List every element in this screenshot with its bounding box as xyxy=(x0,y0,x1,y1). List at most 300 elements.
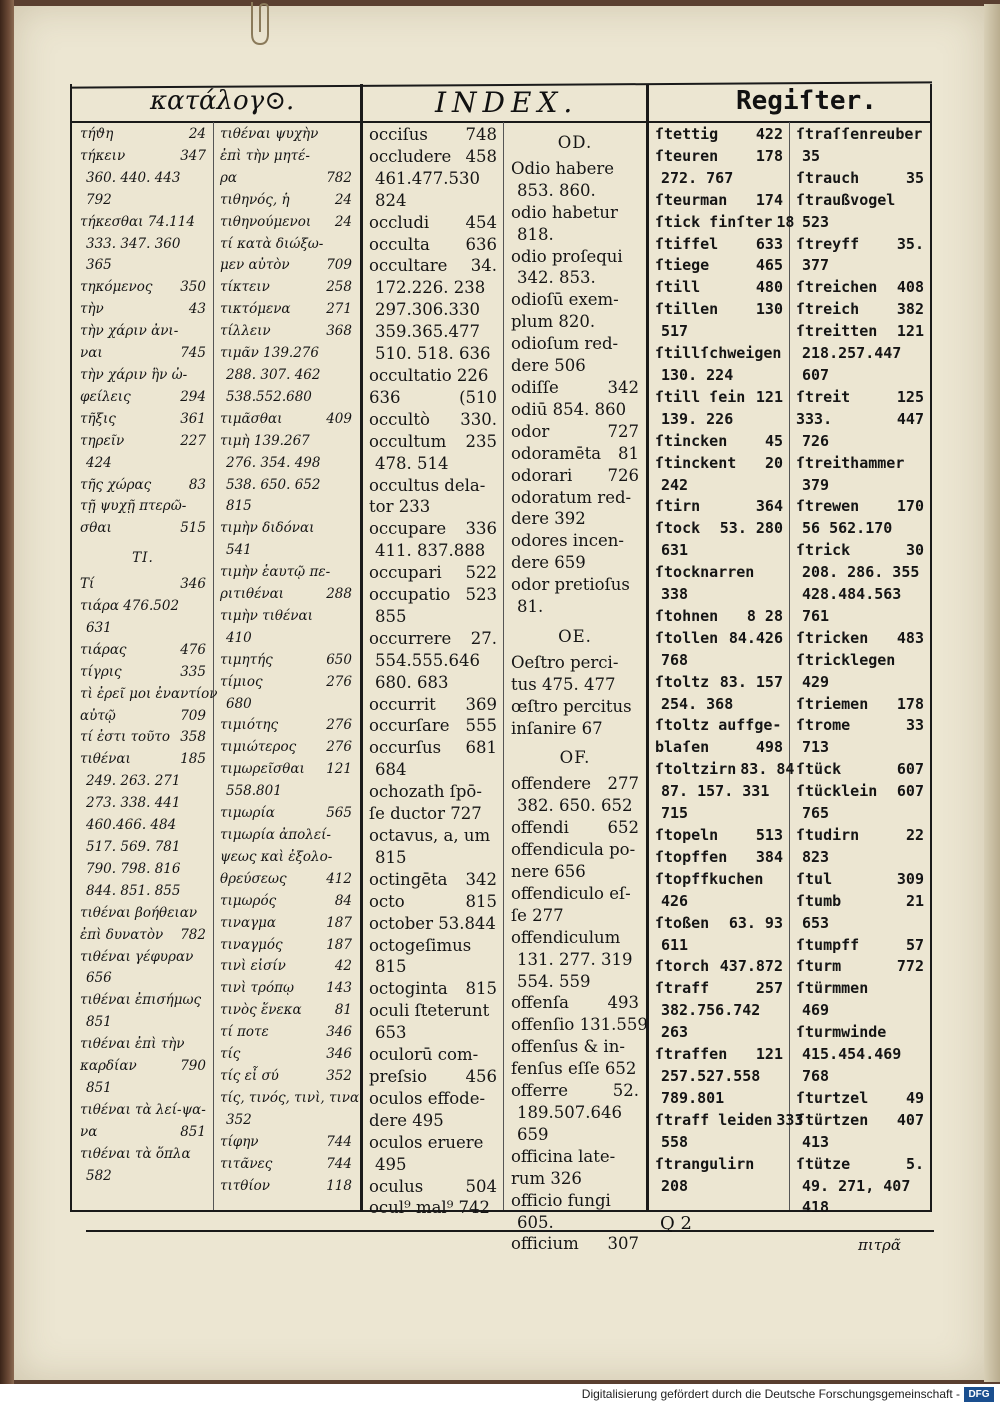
index-entry xyxy=(80,684,218,706)
index-entry xyxy=(511,1233,639,1255)
continuation-line: 768 xyxy=(802,1066,830,1085)
entry-page-refs: 458 xyxy=(465,146,497,166)
entry-page-refs xyxy=(348,562,352,584)
continuation-line: 659 xyxy=(517,1124,549,1144)
index-entry xyxy=(369,825,497,847)
entry-term: ſtoltz xyxy=(655,672,710,691)
latin-column-a xyxy=(369,124,497,1219)
entry-term: τιμωρός xyxy=(220,892,277,909)
entry-page-refs xyxy=(635,202,639,224)
entry-term: occultum xyxy=(369,431,447,451)
entry-term: τινὶ εἰσίν xyxy=(220,958,286,975)
entry-page-refs: 815 xyxy=(465,891,497,911)
index-entry xyxy=(511,992,639,1014)
entry-term: ſtraff leiden xyxy=(655,1110,773,1129)
entry-term: occludere xyxy=(369,146,452,166)
entry-term: ſtocknarren xyxy=(655,563,755,582)
entry-page-refs xyxy=(493,803,497,825)
entry-page-refs xyxy=(648,1014,652,1036)
section-heading: OF. xyxy=(559,748,591,768)
index-entry xyxy=(220,409,352,431)
index-entry xyxy=(796,234,924,256)
entry-term: odor xyxy=(511,421,550,441)
continuation-line: 790. 798. 816 xyxy=(86,860,181,877)
index-entry xyxy=(655,956,783,978)
entry-page-refs: 368 xyxy=(326,323,352,340)
entry-term: ſtütze xyxy=(796,1154,851,1173)
entry-page-refs: 480 xyxy=(755,278,783,297)
column-divider-2 xyxy=(646,84,649,1212)
index-entry xyxy=(80,124,206,146)
entry-term: ſtul xyxy=(796,869,833,888)
entry-term: τιμωρία ἀπολεί- xyxy=(220,827,331,843)
index-entry xyxy=(220,146,352,168)
entry-term: offendicula po- xyxy=(511,840,636,860)
entry-page-refs xyxy=(202,596,206,618)
entry-term: ſtraußvogel xyxy=(796,190,896,209)
latin-header: INDEX. xyxy=(435,86,579,119)
entry-term: octavus, a, um xyxy=(369,826,491,845)
index-entry xyxy=(655,1154,783,1176)
continuation-line: 653 xyxy=(375,1023,407,1043)
index-entry xyxy=(796,935,924,957)
continuation-line: 815 xyxy=(226,498,252,515)
entry-page-refs: 57 xyxy=(905,935,924,954)
entry-page-refs: 27. xyxy=(470,628,497,648)
entry-term: ochozath ſpō- xyxy=(369,782,482,802)
entry-page-refs: 364 xyxy=(755,497,783,516)
entry-page-refs: 81 xyxy=(334,1002,352,1019)
index-entry xyxy=(369,584,497,606)
entry-term: μεν αὐτὸν xyxy=(220,257,290,274)
index-entry xyxy=(369,387,497,409)
entry-term: τιάρας xyxy=(80,641,127,658)
entry-page-refs: 498 xyxy=(755,738,783,757)
entry-term: odioſum red- xyxy=(511,334,619,354)
continuation-line: 461.477.530 xyxy=(375,168,480,188)
entry-term: occupatio xyxy=(369,585,451,605)
index-entry xyxy=(220,1022,352,1044)
index-entry xyxy=(655,672,783,694)
entry-term: odor pretioſus xyxy=(511,575,630,595)
entry-page-refs xyxy=(920,978,924,1000)
entry-term: occurſus xyxy=(369,738,442,758)
entry-term: σθαι xyxy=(80,520,112,537)
entry-page-refs: 21 xyxy=(905,891,924,910)
entry-page-refs xyxy=(348,234,352,256)
entry-term: ſtiege xyxy=(655,256,710,275)
index-entry xyxy=(796,694,924,716)
entry-page-refs: 185 xyxy=(180,751,206,768)
entry-term: τιμωρία xyxy=(220,805,275,822)
continuation-line: 359.365.477 xyxy=(375,322,480,342)
index-entry xyxy=(220,562,352,584)
entry-term: Τί xyxy=(80,576,95,593)
index-entry xyxy=(796,1022,924,1044)
entry-term: θρεύσεως xyxy=(220,870,287,887)
subcolumn-divider-greek xyxy=(213,122,214,1210)
entry-page-refs xyxy=(635,927,639,949)
entry-page-refs xyxy=(635,1190,639,1212)
entry-term: occulta xyxy=(369,234,430,254)
entry-term: τίμιος xyxy=(220,673,263,690)
index-entry xyxy=(796,891,924,913)
entry-page-refs: 409 xyxy=(326,410,352,427)
continuation-line: 768 xyxy=(661,650,689,669)
entry-term: ſtopffkuchen xyxy=(655,869,764,888)
index-entry xyxy=(511,905,639,927)
continuation-line: 558 xyxy=(661,1132,689,1151)
entry-term: τίφην xyxy=(220,1133,259,1150)
entry-term: ſtillſchweigen xyxy=(655,344,782,363)
index-entry xyxy=(220,299,352,321)
entry-page-refs xyxy=(635,1146,639,1168)
entry-page-refs: 408 xyxy=(896,278,924,297)
entry-term: ſtorch xyxy=(655,957,710,976)
entry-page-refs: 681 xyxy=(465,738,497,758)
index-entry xyxy=(511,1080,639,1102)
entry-page-refs: 170 xyxy=(896,497,924,516)
entry-term: τιναγμα xyxy=(220,914,277,931)
entry-term: ſtück xyxy=(796,760,842,779)
entry-page-refs: 347 xyxy=(180,147,206,164)
index-entry xyxy=(511,508,639,530)
entry-term: odiū 854. 860 xyxy=(511,399,627,419)
entry-page-refs xyxy=(493,781,497,803)
index-entry xyxy=(220,759,352,781)
entry-term: ſteurman xyxy=(655,190,728,209)
entry-page-refs xyxy=(493,475,497,497)
entry-term: τιτᾶνες xyxy=(220,1155,273,1172)
index-entry xyxy=(369,913,497,935)
continuation-line: 56 562.170 xyxy=(802,519,893,538)
entry-page-refs: 121 xyxy=(326,761,352,778)
index-entry xyxy=(511,1146,639,1168)
entry-page-refs xyxy=(922,124,926,146)
entry-term: octogeſimus xyxy=(369,935,472,955)
entry-term: odioſū exem- xyxy=(511,290,619,310)
entry-page-refs: 465 xyxy=(755,256,783,275)
entry-page-refs xyxy=(635,1168,639,1190)
entry-term: τιθηνούμενοι xyxy=(220,213,312,230)
entry-term: τιθέναι ἐπισήμως xyxy=(80,992,202,1009)
digitization-footer xyxy=(0,1384,1000,1406)
entry-page-refs: 178 xyxy=(896,694,924,713)
index-entry xyxy=(655,715,783,737)
footer-credit-text: Digitalisierung gefördert durch die Deutsche Forschungsgemeinschaft - xyxy=(581,1387,960,1401)
entry-term: ριτιθέναι xyxy=(220,586,284,603)
entry-page-refs xyxy=(348,518,352,540)
entry-term: blaſen xyxy=(655,738,710,757)
index-entry xyxy=(220,1176,352,1198)
continuation-line: 130. 224 xyxy=(661,365,734,384)
entry-page-refs: 43 xyxy=(188,301,206,318)
entry-term: ſtreyff xyxy=(796,234,860,253)
entry-page-refs xyxy=(493,1000,497,1022)
entry-term: ſtoßen xyxy=(655,913,710,932)
continuation-line: 818. xyxy=(517,224,554,244)
entry-term: φείλεις xyxy=(80,388,131,405)
entry-page-refs xyxy=(493,365,497,387)
index-entry xyxy=(80,343,206,365)
entry-page-refs: 24 xyxy=(188,126,206,142)
entry-page-refs xyxy=(635,718,639,740)
entry-page-refs: 81 xyxy=(618,443,639,463)
entry-page-refs: 271 xyxy=(326,301,352,318)
entry-term: ſtrome xyxy=(796,716,851,735)
index-entry xyxy=(796,124,924,146)
entry-page-refs: 330. xyxy=(460,409,497,429)
index-entry xyxy=(511,355,639,377)
index-entry xyxy=(796,978,924,1000)
entry-page-refs: 748 xyxy=(465,125,497,144)
continuation-line: 523 xyxy=(802,212,830,231)
index-entry xyxy=(220,869,352,891)
entry-page-refs: 493 xyxy=(607,993,639,1013)
continuation-line: 656 xyxy=(86,970,112,987)
entry-term: τίγρις xyxy=(80,663,122,680)
index-entry xyxy=(220,343,352,365)
index-entry xyxy=(369,409,497,431)
entry-term: ἐπὶ τὴν μητέ- xyxy=(220,147,310,164)
index-entry xyxy=(369,869,497,891)
index-entry xyxy=(369,694,497,716)
entry-page-refs: 727 xyxy=(607,421,639,441)
entry-term: 333. xyxy=(796,409,833,428)
book-binding xyxy=(0,0,14,1384)
index-entry xyxy=(796,496,924,518)
index-entry xyxy=(80,475,206,497)
index-entry xyxy=(796,956,924,978)
entry-page-refs xyxy=(779,562,783,584)
index-entry xyxy=(80,321,206,343)
index-entry xyxy=(511,861,639,883)
continuation-line: 631 xyxy=(661,541,689,560)
entry-term: ſtrewen xyxy=(796,497,860,516)
entry-term: ſtrangulirn xyxy=(655,1154,755,1173)
entry-page-refs: 522 xyxy=(465,563,497,583)
index-entry xyxy=(655,562,783,584)
index-entry xyxy=(511,1058,639,1080)
entry-term: nere 656 xyxy=(511,862,586,881)
entry-page-refs xyxy=(493,1132,497,1154)
continuation-line: 765 xyxy=(802,804,830,823)
entry-page-refs xyxy=(348,825,352,847)
entry-term: oculos eruere xyxy=(369,1132,484,1152)
entry-term: ſtreit xyxy=(796,387,851,406)
entry-term: tor 233 xyxy=(369,497,431,517)
entry-term: occupari xyxy=(369,563,442,583)
entry-page-refs xyxy=(635,158,639,180)
entry-page-refs xyxy=(635,530,639,552)
index-entry xyxy=(511,652,639,674)
index-entry xyxy=(80,518,206,540)
entry-page-refs: 607 xyxy=(896,782,924,801)
index-entry xyxy=(369,1197,497,1219)
entry-term: occurrere xyxy=(369,628,452,648)
index-entry xyxy=(369,1000,497,1022)
entry-page-refs: 352 xyxy=(326,1067,352,1084)
index-entry xyxy=(511,718,639,740)
entry-term: τιμωρεῖσθαι xyxy=(220,761,305,778)
entry-page-refs xyxy=(493,825,497,847)
entry-term: dere 495 xyxy=(369,1110,444,1130)
continuation-line: 249. 263. 271 xyxy=(86,773,181,790)
index-entry xyxy=(655,1110,804,1132)
entry-page-refs xyxy=(635,552,639,574)
index-entry xyxy=(220,847,352,869)
continuation-line: 824 xyxy=(375,190,407,210)
continuation-line: 426 xyxy=(661,891,689,910)
entry-page-refs xyxy=(635,839,639,861)
entry-page-refs: 350 xyxy=(180,279,206,296)
entry-term: inſanire 67 xyxy=(511,718,603,738)
index-entry xyxy=(369,628,497,650)
index-entry xyxy=(796,540,924,562)
index-entry xyxy=(369,1088,497,1110)
entry-page-refs: 382 xyxy=(896,300,924,319)
entry-page-refs: 5. xyxy=(905,1154,924,1173)
entry-term: ocul⁹ mal⁹ 742 xyxy=(369,1198,491,1218)
index-entry xyxy=(80,496,206,518)
index-entry xyxy=(369,891,497,913)
continuation-line: 338 xyxy=(661,585,689,604)
entry-page-refs xyxy=(348,124,352,146)
entry-page-refs: 437.872 xyxy=(719,957,783,976)
continuation-line: 713 xyxy=(802,738,830,757)
continuation-line: 276. 354. 498 xyxy=(226,454,321,471)
index-entry xyxy=(80,574,206,596)
entry-term: τίς xyxy=(220,1046,241,1063)
index-entry xyxy=(80,277,206,299)
index-entry xyxy=(655,431,783,453)
continuation-line: 342. 853. xyxy=(517,268,596,288)
entry-term: offenſus & in- xyxy=(511,1037,625,1057)
entry-page-refs: 346 xyxy=(180,576,206,593)
index-entry xyxy=(220,168,352,190)
index-entry xyxy=(511,927,639,949)
index-entry xyxy=(220,212,352,234)
entry-term: odoramēta xyxy=(511,443,602,463)
entry-term: ρα xyxy=(220,169,238,186)
index-entry xyxy=(80,212,206,234)
entry-page-refs xyxy=(779,1154,783,1176)
index-entry xyxy=(220,606,352,628)
continuation-line: 611 xyxy=(661,935,689,954)
entry-page-refs: 523 xyxy=(465,585,497,605)
index-entry xyxy=(369,1044,497,1066)
continuation-line: 517. 569. 781 xyxy=(86,839,181,855)
continuation-line: 510. 518. 636 xyxy=(375,344,491,364)
continuation-line: 715 xyxy=(661,804,689,823)
continuation-line: 379 xyxy=(802,475,830,494)
entry-page-refs: 555 xyxy=(465,716,497,736)
entry-term: ſtreithammer xyxy=(796,453,905,472)
entry-page-refs xyxy=(920,190,924,212)
index-entry xyxy=(655,759,795,781)
entry-page-refs: 782 xyxy=(326,169,352,186)
entry-page-refs: 342 xyxy=(607,377,639,397)
index-entry xyxy=(369,518,497,540)
entry-page-refs: 342 xyxy=(465,869,497,889)
continuation-line: 208 xyxy=(661,1176,689,1195)
column-divider-1 xyxy=(360,84,363,1212)
index-entry xyxy=(796,759,924,781)
entry-term: τηκόμενος xyxy=(80,279,153,296)
german-column-b xyxy=(796,124,924,1219)
entry-page-refs: 84 xyxy=(334,892,352,909)
entry-page-refs: 52. xyxy=(612,1081,639,1101)
index-entry xyxy=(655,146,783,168)
entry-term: octingēta xyxy=(369,869,448,889)
entry-term: ſtillen xyxy=(655,300,719,319)
entry-page-refs: 333 xyxy=(776,1110,804,1129)
entry-term: occultò xyxy=(369,409,430,429)
entry-term: plum 820. xyxy=(511,312,596,332)
entry-term: dere 392 xyxy=(511,509,586,529)
entry-term: ſtumb xyxy=(796,891,842,910)
signature-mark: Q 2 xyxy=(660,1213,692,1234)
continuation-line: 558.801 xyxy=(226,783,282,800)
entry-page-refs: 18 xyxy=(776,212,795,231)
entry-page-refs: 258 xyxy=(326,279,352,296)
entry-page-refs: 412 xyxy=(326,870,352,887)
entry-term: occurſare xyxy=(369,716,450,736)
entry-page-refs xyxy=(920,453,924,475)
subcolumn-divider-latin xyxy=(503,122,504,1210)
index-entry xyxy=(796,1154,924,1176)
page-edge xyxy=(984,4,1000,1382)
entry-term: ſtraſſenreuber xyxy=(796,125,923,143)
entry-page-refs xyxy=(202,990,206,1012)
index-entry xyxy=(796,650,924,672)
entry-term: τήκειν xyxy=(80,147,126,164)
index-entry xyxy=(220,255,352,277)
entry-page-refs xyxy=(493,1110,497,1132)
index-entry xyxy=(511,1190,639,1212)
entry-term: ναι xyxy=(80,345,103,362)
entry-term: ſtopffen xyxy=(655,847,728,866)
index-entry xyxy=(369,146,497,168)
entry-term: ſtudirn xyxy=(796,826,860,844)
entry-page-refs xyxy=(920,1022,924,1044)
index-entry xyxy=(511,465,639,487)
index-entry xyxy=(511,883,639,905)
index-entry xyxy=(369,978,497,1000)
continuation-line: 478. 514 xyxy=(375,453,449,473)
entry-page-refs: 483 xyxy=(896,628,924,647)
index-entry xyxy=(796,409,924,431)
entry-page-refs xyxy=(202,496,206,518)
entry-page-refs xyxy=(635,652,639,674)
continuation-line: 415.454.469 xyxy=(802,1045,902,1064)
index-entry xyxy=(511,773,639,795)
entry-term: officium xyxy=(511,1234,579,1254)
entry-page-refs xyxy=(206,1100,210,1122)
index-entry xyxy=(796,781,924,803)
entry-term: τὶ ἐρεῖ μοι ἐναντίον xyxy=(80,685,218,702)
entry-page-refs xyxy=(635,508,639,530)
index-entry xyxy=(220,1132,352,1154)
continuation-line: 853. 860. xyxy=(517,180,596,200)
entry-term: τιμὴν διδόναι xyxy=(220,520,315,537)
entry-page-refs: 515 xyxy=(180,520,206,537)
index-entry xyxy=(80,146,206,168)
entry-page-refs: 45 xyxy=(764,431,783,450)
entry-page-refs xyxy=(635,696,639,718)
entry-term: ſe 277 xyxy=(511,905,564,925)
continuation-line: 208. 286. 355 xyxy=(802,563,920,582)
